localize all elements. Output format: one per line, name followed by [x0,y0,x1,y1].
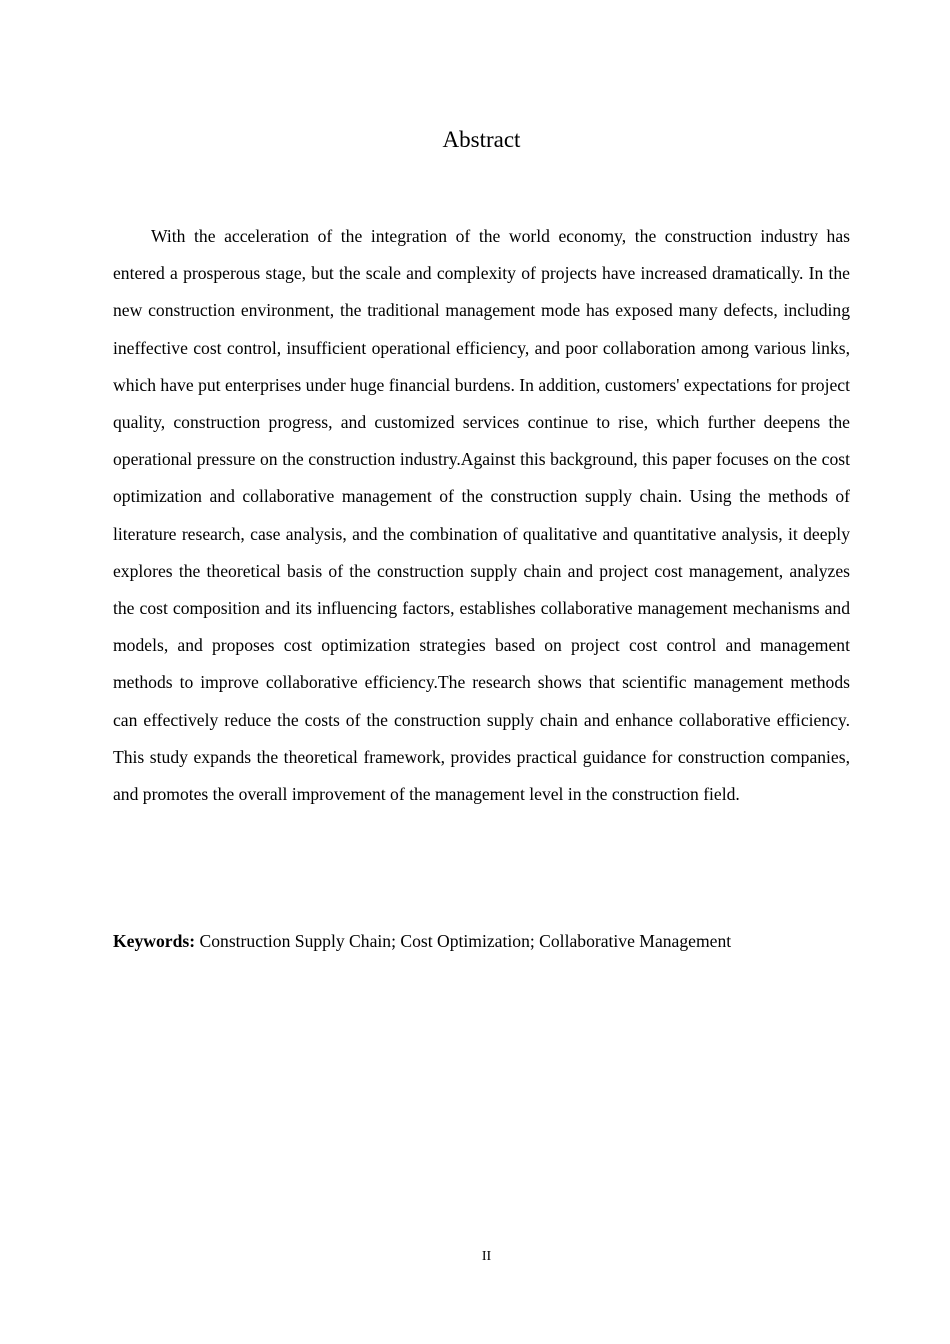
keywords-value: Construction Supply Chain; Cost Optimization; Collaborative Management [195,931,732,951]
page-number: II [481,1249,492,1264]
abstract-body: With the acceleration of the integration of the world economy, the construction industry has entered a prosperous stage, but the scale and complexity of projects have increased dramatically. In the new construction environment, the traditional management mode has exposed many defects, including ineffective cost control, insufficient operational efficiency, and poor collaboration among various links, which have put enterprises under huge financial burdens. In addition, customers' expectations for project quality, construction progress, and customized services continue to rise, which further deepens the operational pressure on the construction industry.Against this background, this paper focuses on the cost optimization and collaborative management of the construction supply chain. Using the methods of literature research, case analysis, and the combination of qualitative and quantitative analysis, it deeply explores the theoretical basis of the construction supply chain and project cost management, analyzes the cost composition and its influencing factors, establishes collaborative management mechanisms and models, and proposes cost optimization strategies based on project cost control and management methods to improve collaborative efficiency.The research shows that scientific management methods can effectively reduce the costs of the construction supply chain and enhance collaborative efficiency. This study expands the theoretical framework, provides practical guidance for construction companies, and promotes the overall improvement of the management level in the construction field. [113,226,850,805]
keywords-label: Keywords: [113,931,196,951]
keywords-line [113,923,850,960]
abstract-title: Abstract [442,127,521,152]
